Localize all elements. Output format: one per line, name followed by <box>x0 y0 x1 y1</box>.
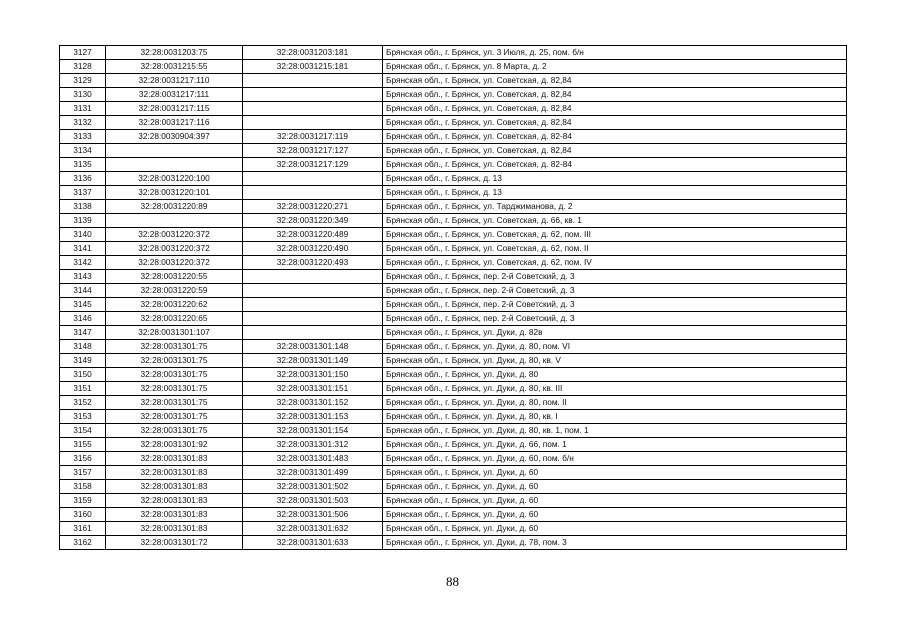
address-cell: Брянская обл., г. Брянск, ул. Дуки, д. 80, кв. I <box>383 410 847 424</box>
row-number-cell: 3142 <box>60 256 106 270</box>
cadastral-number-cell: 32:28:0031301:83 <box>106 466 243 480</box>
related-cadastral-number-cell: 32:28:0031301:149 <box>243 354 383 368</box>
page-number: 88 <box>446 574 459 589</box>
address-cell: Брянская обл., г. Брянск, д. 13 <box>383 172 847 186</box>
row-number-cell: 3130 <box>60 88 106 102</box>
row-number-cell: 3160 <box>60 508 106 522</box>
table-row <box>60 508 847 522</box>
related-cadastral-number-cell <box>243 326 383 340</box>
row-number-cell: 3139 <box>60 214 106 228</box>
cadastral-number-cell <box>106 144 243 158</box>
row-number-cell: 3138 <box>60 200 106 214</box>
cadastral-number-cell: 32:28:0031301:83 <box>106 508 243 522</box>
cadastral-number-cell: 32:28:0031220:372 <box>106 228 243 242</box>
cadastral-number-cell: 32:28:0031217:110 <box>106 74 243 88</box>
address-cell: Брянская обл., г. Брянск, ул. Советская, д. 82,84 <box>383 88 847 102</box>
related-cadastral-number-cell: 32:28:0031301:151 <box>243 382 383 396</box>
cadastral-number-cell <box>106 214 243 228</box>
table-row <box>60 284 847 298</box>
related-cadastral-number-cell: 32:28:0031301:154 <box>243 424 383 438</box>
row-number-cell: 3155 <box>60 438 106 452</box>
address-cell: Брянская обл., г. Брянск, ул. Советская, д. 82-84 <box>383 130 847 144</box>
related-cadastral-number-cell <box>243 270 383 284</box>
address-cell: Брянская обл., г. Брянск, ул. Советская, д. 62, пом. IV <box>383 256 847 270</box>
row-number-cell: 3151 <box>60 382 106 396</box>
row-number-cell: 3141 <box>60 242 106 256</box>
related-cadastral-number-cell <box>243 284 383 298</box>
cadastral-number-cell: 32:28:0031217:111 <box>106 88 243 102</box>
address-cell: Брянская обл., г. Брянск, ул. Дуки, д. 80, кв. V <box>383 354 847 368</box>
cadastral-number-cell: 32:28:0031220:65 <box>106 312 243 326</box>
row-number-cell: 3143 <box>60 270 106 284</box>
cadastral-number-cell: 32:28:0031220:62 <box>106 298 243 312</box>
row-number-cell: 3134 <box>60 144 106 158</box>
row-number-cell: 3131 <box>60 102 106 116</box>
row-number-cell: 3157 <box>60 466 106 480</box>
address-cell: Брянская обл., г. Брянск, пер. 2-й Советский, д. 3 <box>383 312 847 326</box>
related-cadastral-number-cell: 32:28:0031301:312 <box>243 438 383 452</box>
address-cell: Брянская обл., г. Брянск, ул. Советская, д. 66, кв. 1 <box>383 214 847 228</box>
address-cell: Брянская обл., г. Брянск, ул. Дуки, д. 66, пом. 1 <box>383 438 847 452</box>
related-cadastral-number-cell <box>243 172 383 186</box>
row-number-cell: 3149 <box>60 354 106 368</box>
cadastral-number-cell: 32:28:0031220:55 <box>106 270 243 284</box>
related-cadastral-number-cell: 32:28:0031217:127 <box>243 144 383 158</box>
table-row <box>60 102 847 116</box>
cadastral-number-cell: 32:28:0031301:72 <box>106 536 243 550</box>
table-row <box>60 172 847 186</box>
cadastral-number-cell: 32:28:0031301:107 <box>106 326 243 340</box>
address-cell: Брянская обл., г. Брянск, ул. Советская, д. 82,84 <box>383 74 847 88</box>
address-cell: Брянская обл., г. Брянск, ул. Дуки, д. 78, пом. 3 <box>383 536 847 550</box>
table-row <box>60 214 847 228</box>
cadastral-number-cell: 32:28:0031217:116 <box>106 116 243 130</box>
row-number-cell: 3145 <box>60 298 106 312</box>
row-number-cell: 3153 <box>60 410 106 424</box>
table-row <box>60 130 847 144</box>
address-cell: Брянская обл., г. Брянск, ул. Дуки, д. 80, пом. VI <box>383 340 847 354</box>
row-number-cell: 3150 <box>60 368 106 382</box>
cadastral-number-cell: 32:28:0031220:59 <box>106 284 243 298</box>
table-row <box>60 494 847 508</box>
table-row <box>60 396 847 410</box>
table-row <box>60 438 847 452</box>
address-cell: Брянская обл., г. Брянск, ул. Советская, д. 82,84 <box>383 102 847 116</box>
related-cadastral-number-cell <box>243 102 383 116</box>
cadastral-number-cell: 32:28:0031301:75 <box>106 410 243 424</box>
table-row <box>60 158 847 172</box>
row-number-cell: 3127 <box>60 46 106 60</box>
related-cadastral-number-cell: 32:28:0031301:499 <box>243 466 383 480</box>
table-row <box>60 536 847 550</box>
row-number-cell: 3162 <box>60 536 106 550</box>
address-cell: Брянская обл., г. Брянск, пер. 2-й Советский, д. 3 <box>383 298 847 312</box>
table-row <box>60 144 847 158</box>
address-cell: Брянская обл., г. Брянск, ул. Дуки, д. 60 <box>383 522 847 536</box>
related-cadastral-number-cell: 32:28:0031301:150 <box>243 368 383 382</box>
related-cadastral-number-cell: 32:28:0031220:490 <box>243 242 383 256</box>
related-cadastral-number-cell: 32:28:0031301:503 <box>243 494 383 508</box>
related-cadastral-number-cell <box>243 312 383 326</box>
registry-table <box>59 45 847 550</box>
cadastral-number-cell <box>106 158 243 172</box>
address-cell: Брянская обл., г. Брянск, ул. Советская, д. 62, пом. III <box>383 228 847 242</box>
row-number-cell: 3158 <box>60 480 106 494</box>
cadastral-number-cell: 32:28:0031203:75 <box>106 46 243 60</box>
row-number-cell: 3159 <box>60 494 106 508</box>
row-number-cell: 3129 <box>60 74 106 88</box>
address-cell: Брянская обл., г. Брянск, ул. Советская, д. 82,84 <box>383 144 847 158</box>
cadastral-number-cell: 32:28:0031220:100 <box>106 172 243 186</box>
address-cell: Брянская обл., г. Брянск, ул. Дуки, д. 60 <box>383 494 847 508</box>
table-row <box>60 256 847 270</box>
row-number-cell: 3152 <box>60 396 106 410</box>
row-number-cell: 3137 <box>60 186 106 200</box>
related-cadastral-number-cell: 32:28:0031217:129 <box>243 158 383 172</box>
address-cell: Брянская обл., г. Брянск, ул. Дуки, д. 80, пом. II <box>383 396 847 410</box>
cadastral-number-cell: 32:28:0031220:372 <box>106 256 243 270</box>
address-cell: Брянская обл., г. Брянск, ул. 3 Июля, д. 25, пом. б/н <box>383 46 847 60</box>
row-number-cell: 3135 <box>60 158 106 172</box>
row-number-cell: 3128 <box>60 60 106 74</box>
row-number-cell: 3140 <box>60 228 106 242</box>
address-cell: Брянская обл., г. Брянск, ул. Тарджиманова, д. 2 <box>383 200 847 214</box>
row-number-cell: 3161 <box>60 522 106 536</box>
row-number-cell: 3154 <box>60 424 106 438</box>
address-cell: Брянская обл., г. Брянск, ул. Дуки, д. 82в <box>383 326 847 340</box>
address-cell: Брянская обл., г. Брянск, ул. 8 Марта, д. 2 <box>383 60 847 74</box>
row-number-cell: 3136 <box>60 172 106 186</box>
address-cell: Брянская обл., г. Брянск, пер. 2-й Советский, д. 3 <box>383 284 847 298</box>
table-row <box>60 368 847 382</box>
table-row <box>60 452 847 466</box>
row-number-cell: 3146 <box>60 312 106 326</box>
related-cadastral-number-cell <box>243 298 383 312</box>
cadastral-number-cell: 32:28:0031301:75 <box>106 340 243 354</box>
related-cadastral-number-cell <box>243 116 383 130</box>
cadastral-number-cell: 32:28:0031301:83 <box>106 494 243 508</box>
related-cadastral-number-cell: 32:28:0031220:489 <box>243 228 383 242</box>
related-cadastral-number-cell: 32:28:0031301:148 <box>243 340 383 354</box>
address-cell: Брянская обл., г. Брянск, ул. Советская, д. 62, пом. II <box>383 242 847 256</box>
table-row <box>60 326 847 340</box>
address-cell: Брянская обл., г. Брянск, ул. Дуки, д. 60 <box>383 508 847 522</box>
related-cadastral-number-cell: 32:28:0031301:483 <box>243 452 383 466</box>
row-number-cell: 3147 <box>60 326 106 340</box>
row-number-cell: 3133 <box>60 130 106 144</box>
cadastral-number-cell: 32:28:0030904:397 <box>106 130 243 144</box>
table-row <box>60 354 847 368</box>
related-cadastral-number-cell: 32:28:0031301:633 <box>243 536 383 550</box>
table-row <box>60 522 847 536</box>
table-row <box>60 312 847 326</box>
related-cadastral-number-cell: 32:28:0031301:506 <box>243 508 383 522</box>
row-number-cell: 3156 <box>60 452 106 466</box>
cadastral-number-cell: 32:28:0031301:83 <box>106 452 243 466</box>
cadastral-number-cell: 32:28:0031215:55 <box>106 60 243 74</box>
related-cadastral-number-cell: 32:28:0031301:152 <box>243 396 383 410</box>
cadastral-number-cell: 32:28:0031217:115 <box>106 102 243 116</box>
table-row <box>60 74 847 88</box>
cadastral-number-cell: 32:28:0031301:75 <box>106 396 243 410</box>
address-cell: Брянская обл., г. Брянск, ул. Дуки, д. 80 <box>383 368 847 382</box>
table-row <box>60 466 847 480</box>
related-cadastral-number-cell <box>243 88 383 102</box>
cadastral-number-cell: 32:28:0031301:75 <box>106 354 243 368</box>
address-cell: Брянская обл., г. Брянск, пер. 2-й Советский, д. 3 <box>383 270 847 284</box>
registry-table-body <box>60 46 847 550</box>
related-cadastral-number-cell: 32:28:0031220:271 <box>243 200 383 214</box>
table-row <box>60 298 847 312</box>
table-row <box>60 270 847 284</box>
table-row <box>60 60 847 74</box>
table-row <box>60 46 847 60</box>
related-cadastral-number-cell: 32:28:0031220:349 <box>243 214 383 228</box>
related-cadastral-number-cell: 32:28:0031215:181 <box>243 60 383 74</box>
cadastral-number-cell: 32:28:0031301:75 <box>106 368 243 382</box>
related-cadastral-number-cell <box>243 74 383 88</box>
table-row <box>60 116 847 130</box>
address-cell: Брянская обл., г. Брянск, ул. Дуки, д. 60 <box>383 466 847 480</box>
address-cell: Брянская обл., г. Брянск, ул. Дуки, д. 80, кв. III <box>383 382 847 396</box>
table-row <box>60 410 847 424</box>
related-cadastral-number-cell: 32:28:0031203:181 <box>243 46 383 60</box>
related-cadastral-number-cell: 32:28:0031301:153 <box>243 410 383 424</box>
table-row <box>60 382 847 396</box>
table-row <box>60 340 847 354</box>
table-row <box>60 186 847 200</box>
related-cadastral-number-cell <box>243 186 383 200</box>
table-row <box>60 200 847 214</box>
table-row <box>60 228 847 242</box>
cadastral-number-cell: 32:28:0031301:83 <box>106 480 243 494</box>
cadastral-number-cell: 32:28:0031220:372 <box>106 242 243 256</box>
row-number-cell: 3144 <box>60 284 106 298</box>
cadastral-number-cell: 32:28:0031301:83 <box>106 522 243 536</box>
address-cell: Брянская обл., г. Брянск, ул. Дуки, д. 60, пом. б/н <box>383 452 847 466</box>
cadastral-number-cell: 32:28:0031301:75 <box>106 424 243 438</box>
address-cell: Брянская обл., г. Брянск, ул. Дуки, д. 60 <box>383 480 847 494</box>
related-cadastral-number-cell: 32:28:0031301:502 <box>243 480 383 494</box>
address-cell: Брянская обл., г. Брянск, ул. Советская, д. 82,84 <box>383 116 847 130</box>
cadastral-number-cell: 32:28:0031301:75 <box>106 382 243 396</box>
cadastral-number-cell: 32:28:0031220:101 <box>106 186 243 200</box>
related-cadastral-number-cell: 32:28:0031217:119 <box>243 130 383 144</box>
related-cadastral-number-cell: 32:28:0031220:493 <box>243 256 383 270</box>
cadastral-number-cell: 32:28:0031301:92 <box>106 438 243 452</box>
table-row <box>60 88 847 102</box>
address-cell: Брянская обл., г. Брянск, ул. Дуки, д. 80, кв. 1, пом. 1 <box>383 424 847 438</box>
row-number-cell: 3148 <box>60 340 106 354</box>
table-row <box>60 480 847 494</box>
address-cell: Брянская обл., г. Брянск, ул. Советская, д. 82-84 <box>383 158 847 172</box>
row-number-cell: 3132 <box>60 116 106 130</box>
cadastral-number-cell: 32:28:0031220:89 <box>106 200 243 214</box>
related-cadastral-number-cell: 32:28:0031301:632 <box>243 522 383 536</box>
address-cell: Брянская обл., г. Брянск, д. 13 <box>383 186 847 200</box>
table-row <box>60 424 847 438</box>
table-row <box>60 242 847 256</box>
